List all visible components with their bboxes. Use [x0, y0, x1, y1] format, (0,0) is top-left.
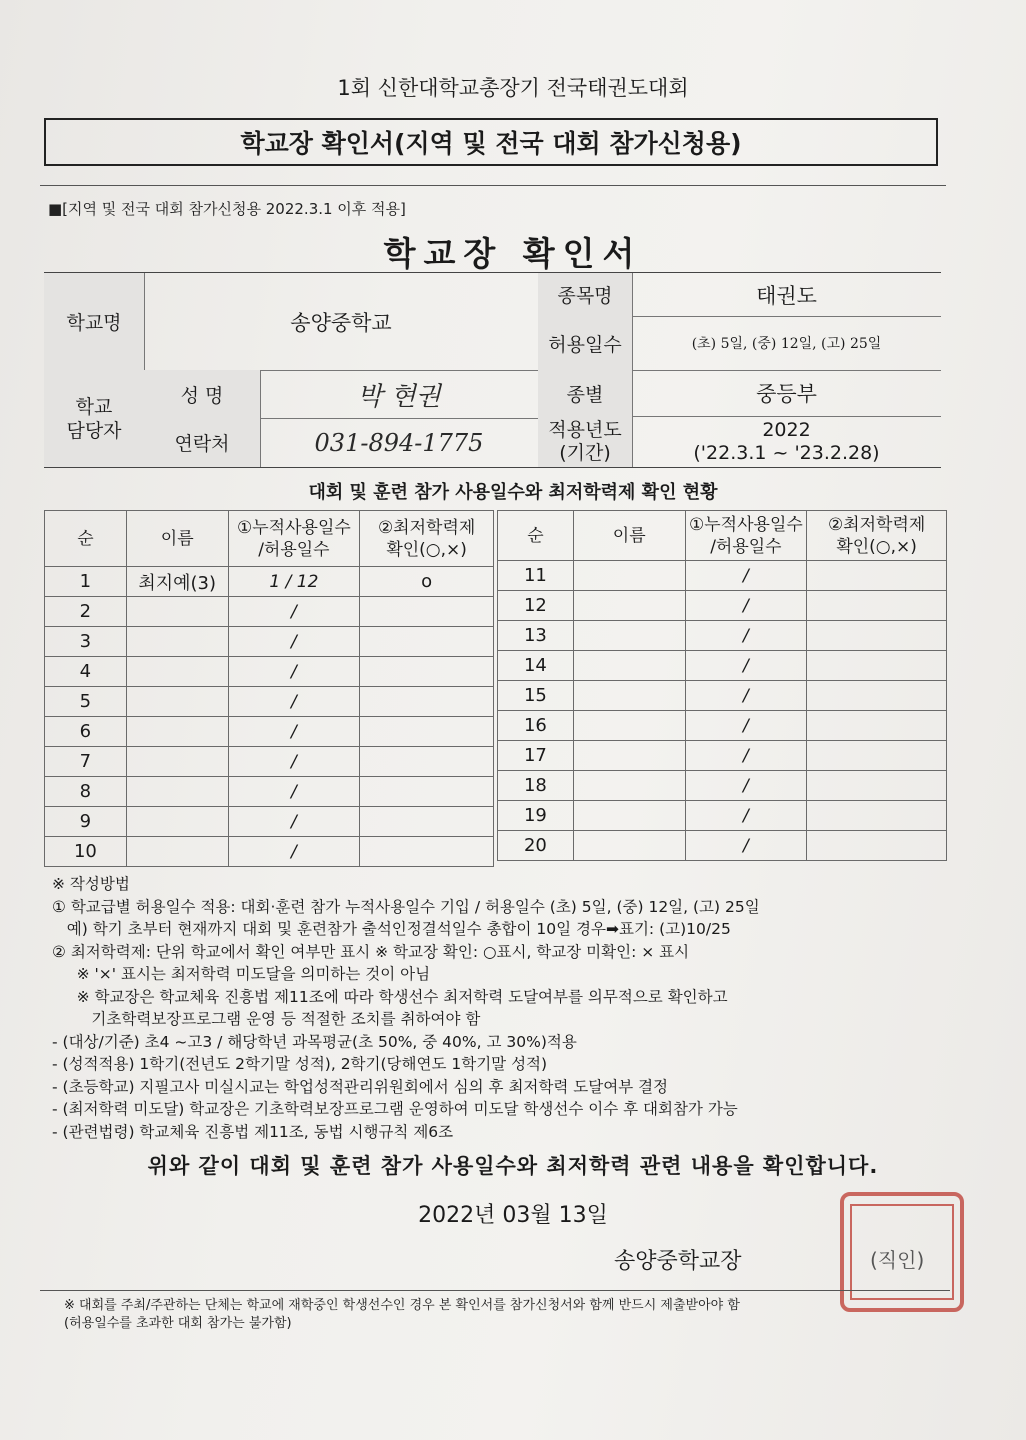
usage-days: / [228, 717, 360, 747]
allowed-label: 허용일수 [538, 316, 632, 370]
col-header-name: 이름 [573, 511, 685, 561]
academic-check [807, 741, 947, 771]
table-row [45, 657, 494, 687]
academic-check [360, 687, 494, 717]
footnote-line: ※ 대회를 주최/주관하는 단체는 학교에 재학중인 학생선수인 경우 본 확인서를 참가신청서와 함께 반드시 제출받아야 함 [64, 1298, 740, 1313]
academic-check [360, 807, 494, 837]
sport-value: 태권도 [756, 283, 817, 308]
table-row [498, 711, 947, 741]
usage-days: / [228, 807, 360, 837]
year-label: 적용년도 (기간) [538, 416, 632, 467]
usage-days: / [685, 621, 807, 651]
table-row [498, 831, 947, 861]
table-row [498, 591, 947, 621]
apply-note: ■[지역 및 전국 대회 참가신청용 2022.3.1 이후 적용] [48, 200, 406, 218]
row-number: 3 [45, 627, 127, 657]
student-name [126, 777, 228, 807]
row-number: 2 [45, 597, 127, 627]
row-number: 1 [45, 567, 127, 597]
note-line: - (관련법령) 학교체육 진흥법 제11조, 동법 시행규칙 제6조 [52, 1122, 454, 1141]
usage-days: / [685, 681, 807, 711]
usage-days: 1 / 12 [228, 567, 360, 597]
student-name [573, 621, 685, 651]
note-line: - (성적적용) 1학기(전년도 2학기말 성적), 2학기(당해연도 1학기말 성적) [52, 1055, 548, 1073]
year-cell [632, 416, 941, 467]
student-name [126, 807, 228, 837]
usage-days: / [685, 741, 807, 771]
academic-check [807, 621, 947, 651]
row-number: 18 [498, 771, 574, 801]
table-row [498, 801, 947, 831]
student-name: 최지예(3) [126, 567, 228, 597]
row-number: 4 [45, 657, 127, 687]
table-row [45, 567, 494, 597]
student-name [126, 657, 228, 687]
col-header-no: 순 [45, 511, 127, 567]
year-value: 2022 [762, 418, 811, 441]
student-name [573, 741, 685, 771]
year-period: ('22.3.1 ~ '23.2.28) [693, 441, 880, 464]
school-label: 학교명 [44, 273, 144, 370]
note-line: ② 최저학력제: 단위 학교에서 확인 여부만 표시 ※ 학교장 확인: ○표시, 학교장 미확인: × 표시 [52, 942, 690, 961]
note-line: ※ 작성방법 [52, 875, 130, 893]
usage-days: / [685, 561, 807, 591]
table-row [498, 771, 947, 801]
academic-check [807, 801, 947, 831]
allowed-value: (초) 5일, (중) 12일, (고) 25일 [691, 336, 882, 352]
contact-value: 031-894-1775 [314, 428, 484, 457]
col-header-no: 순 [498, 511, 574, 561]
info-grid [44, 272, 941, 468]
event-title: 1회 신한대학교총장기 전국태권도대회 [337, 76, 689, 100]
row-number: 10 [45, 837, 127, 867]
table-row [498, 621, 947, 651]
table-row [45, 597, 494, 627]
usage-days: / [228, 837, 360, 867]
footnote-line: (허용일수를 초과한 대회 참가는 불가함) [64, 1316, 292, 1331]
usage-days: / [228, 777, 360, 807]
student-name [573, 711, 685, 741]
academic-check [360, 837, 494, 867]
section-title: 대회 및 훈련 참가 사용일수와 최저학력제 확인 현황 [308, 482, 718, 503]
academic-check [807, 681, 947, 711]
division-label: 종별 [538, 370, 632, 416]
usage-table-right [497, 510, 947, 861]
student-name [573, 801, 685, 831]
divider [40, 185, 946, 186]
row-number: 20 [498, 831, 574, 861]
confirmation-statement: 위와 같이 대회 및 훈련 참가 사용일수와 최저학력 관련 내용을 확인합니다. [147, 1154, 879, 1178]
table-row [45, 747, 494, 777]
student-name [573, 831, 685, 861]
usage-days: / [685, 711, 807, 741]
academic-check [360, 717, 494, 747]
row-number: 6 [45, 717, 127, 747]
table-row [498, 681, 947, 711]
instructions [52, 873, 952, 1143]
academic-check [807, 771, 947, 801]
note-line: 기초학력보장프로그램 운영 등 적절한 조치를 취하여야 함 [52, 1010, 481, 1028]
usage-days: / [228, 627, 360, 657]
col-header-days: ①누적사용일수 /허용일수 [228, 511, 360, 567]
student-name [573, 651, 685, 681]
row-number: 9 [45, 807, 127, 837]
note-line: ※ '×' 표시는 최저학력 미도달을 의미하는 것이 아님 [52, 965, 431, 983]
col-header-days: ①누적사용일수 /허용일수 [685, 511, 807, 561]
student-name [573, 561, 685, 591]
row-number: 19 [498, 801, 574, 831]
table-row [45, 837, 494, 867]
table-row [498, 651, 947, 681]
table-row [45, 777, 494, 807]
sport-label: 종목명 [538, 273, 632, 316]
contact-label: 연락처 [144, 418, 260, 467]
academic-check [360, 747, 494, 777]
student-name [126, 627, 228, 657]
col-header-check: ②최저학력제 확인(○,×) [360, 511, 494, 567]
principal-title: 송양중학교장 [614, 1249, 742, 1274]
academic-check [360, 777, 494, 807]
student-name [126, 747, 228, 777]
student-name [573, 591, 685, 621]
usage-days: / [685, 801, 807, 831]
note-line: - (초등학교) 지필고사 미실시교는 학업성적관리위원회에서 심의 후 최저학력 도달여부 결정 [52, 1077, 669, 1096]
student-name [573, 681, 685, 711]
table-row [498, 741, 947, 771]
footnote [64, 1297, 740, 1333]
usage-days: / [685, 651, 807, 681]
divider [40, 1290, 950, 1291]
usage-days: / [685, 771, 807, 801]
row-number: 16 [498, 711, 574, 741]
name-label: 성 명 [144, 370, 260, 418]
table-row [45, 807, 494, 837]
row-number: 13 [498, 621, 574, 651]
form-title: 학교장 확인서(지역 및 전국 대회 참가신청용) [44, 118, 938, 166]
usage-days: / [228, 747, 360, 777]
row-number: 17 [498, 741, 574, 771]
academic-check [807, 561, 947, 591]
row-number: 7 [45, 747, 127, 777]
academic-check [360, 597, 494, 627]
main-title: 학교장 확인서 [383, 234, 643, 273]
manager-label: 학교 담당자 [44, 370, 144, 467]
academic-check [807, 591, 947, 621]
seal-mark: (직인) [870, 1248, 925, 1272]
student-name [126, 687, 228, 717]
table-row [498, 561, 947, 591]
usage-days: / [685, 591, 807, 621]
academic-check [807, 651, 947, 681]
note-line: - (대상/기준) 초4 ~고3 / 해당학년 과목평균(초 50%, 중 40%, 고 30%)적용 [52, 1032, 577, 1051]
academic-check [360, 657, 494, 687]
note-line: 예) 학기 초부터 현재까지 대회 및 훈련참가 출석인정결석일수 총합이 10일 경우➡표기: (고)10/25 [52, 920, 731, 938]
academic-check: o [360, 567, 494, 597]
usage-days: / [228, 597, 360, 627]
table-row [45, 717, 494, 747]
usage-days: / [228, 657, 360, 687]
school-value: 송양중학교 [290, 310, 392, 335]
usage-days: / [685, 831, 807, 861]
division-value: 중등부 [756, 382, 817, 406]
col-header-check: ②최저학력제 확인(○,×) [807, 511, 947, 561]
note-line: ※ 학교장은 학교체육 진흥법 제11조에 따라 학생선수 최저학력 도달여부를 의무적으로 확인하고 [52, 987, 728, 1006]
table-row [45, 627, 494, 657]
academic-check [807, 831, 947, 861]
row-number: 5 [45, 687, 127, 717]
row-number: 15 [498, 681, 574, 711]
student-name [126, 717, 228, 747]
row-number: 8 [45, 777, 127, 807]
student-name [126, 597, 228, 627]
name-value: 박 현권 [357, 381, 441, 412]
usage-days: / [228, 687, 360, 717]
student-name [126, 837, 228, 867]
note-line: ① 학교급별 허용일수 적용: 대회·훈련 참가 누적사용일수 기입 / 허용일수 (초) 5일, (중) 12일, (고) 25일 [52, 897, 760, 916]
table-row [45, 687, 494, 717]
academic-check [807, 711, 947, 741]
student-name [573, 771, 685, 801]
row-number: 14 [498, 651, 574, 681]
col-header-name: 이름 [126, 511, 228, 567]
usage-table-left [44, 510, 494, 867]
issue-date: 2022년 03월 13일 [418, 1203, 608, 1228]
note-line: - (최저학력 미도달) 학교장은 기초학력보장프로그램 운영하여 미도달 학생선수 이수 후 대회참가 가능 [52, 1100, 738, 1118]
row-number: 12 [498, 591, 574, 621]
row-number: 11 [498, 561, 574, 591]
academic-check [360, 627, 494, 657]
